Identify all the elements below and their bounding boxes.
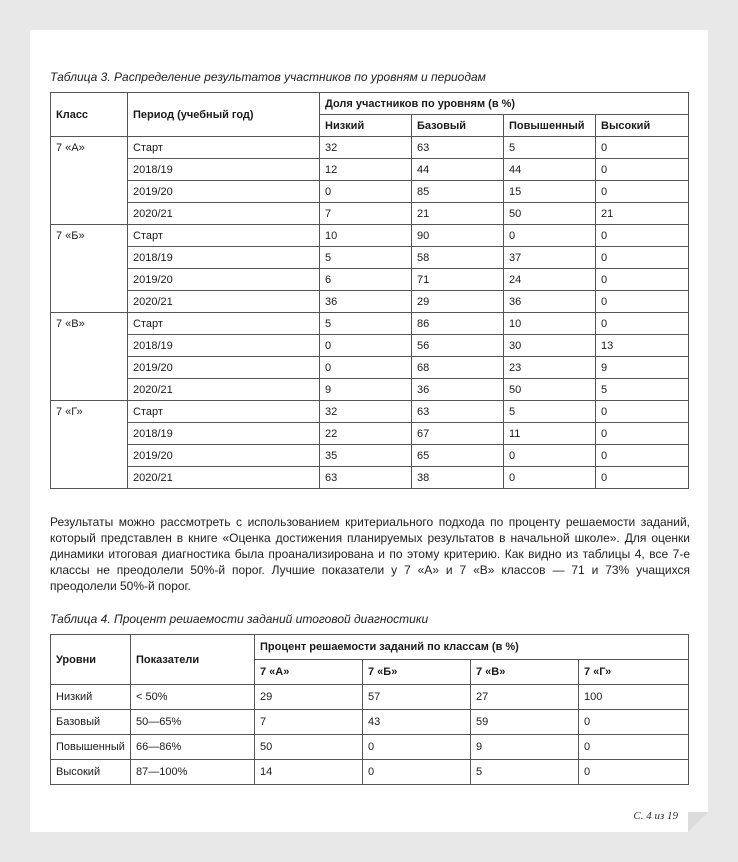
value-cell: 9 [471,735,579,760]
table3 [50,92,689,489]
table-row [51,291,689,313]
value-cell: 85 [412,181,504,203]
class-cell: 7 «Б» [51,225,128,313]
value-cell: 0 [596,181,689,203]
value-cell: 59 [471,710,579,735]
value-cell: 0 [363,735,471,760]
period-cell: 2019/20 [128,357,320,379]
table-row [51,137,689,159]
value-cell: 38 [412,467,504,489]
table4-body [51,685,689,785]
value-cell: 24 [504,269,596,291]
value-cell: 67 [412,423,504,445]
value-cell: 9 [320,379,412,401]
value-cell: 13 [596,335,689,357]
value-cell: 0 [596,269,689,291]
value-cell: 5 [504,401,596,423]
document-page [30,30,708,832]
table3-header-level: Базовый [412,115,504,137]
value-cell: 0 [504,445,596,467]
value-cell: 29 [255,685,363,710]
value-cell: 65 [412,445,504,467]
level-cell: Низкий [51,685,131,710]
period-cell: Старт [128,225,320,247]
table4-header-indicators: Показатели [131,635,255,685]
table-row [51,760,689,785]
value-cell: 63 [412,137,504,159]
table3-body [51,137,689,489]
value-cell: 0 [596,247,689,269]
table-row [51,423,689,445]
value-cell: 0 [596,467,689,489]
table-row [51,445,689,467]
page-number: С. 4 из 19 [633,810,678,822]
value-cell: 14 [255,760,363,785]
level-cell: Повышенный [51,735,131,760]
value-cell: 10 [504,313,596,335]
indicator-cell: 66—86% [131,735,255,760]
period-cell: 2020/21 [128,291,320,313]
period-cell: Старт [128,137,320,159]
table3-header-level: Повышенный [504,115,596,137]
table3-header-level: Высокий [596,115,689,137]
value-cell: 11 [504,423,596,445]
period-cell: 2018/19 [128,159,320,181]
value-cell: 90 [412,225,504,247]
class-cell: 7 «В» [51,313,128,401]
table4-header-group: Процент решаемости заданий по классам (в %) [255,635,689,660]
value-cell: 63 [412,401,504,423]
period-cell: 2018/19 [128,247,320,269]
period-cell: 2018/19 [128,335,320,357]
value-cell: 5 [471,760,579,785]
indicator-cell: 50—65% [131,710,255,735]
value-cell: 23 [504,357,596,379]
page-corner-fold [688,812,708,832]
value-cell: 22 [320,423,412,445]
value-cell: 44 [412,159,504,181]
period-cell: 2018/19 [128,423,320,445]
value-cell: 0 [579,760,689,785]
table-row [51,313,689,335]
period-cell: Старт [128,401,320,423]
value-cell: 12 [320,159,412,181]
value-cell: 9 [596,357,689,379]
value-cell: 0 [579,710,689,735]
value-cell: 7 [255,710,363,735]
table-row [51,203,689,225]
period-cell: 2019/20 [128,269,320,291]
value-cell: 35 [320,445,412,467]
level-cell: Высокий [51,760,131,785]
value-cell: 36 [320,291,412,313]
value-cell: 5 [504,137,596,159]
value-cell: 57 [363,685,471,710]
value-cell: 21 [596,203,689,225]
table-row [51,735,689,760]
table-row [51,181,689,203]
table4-header-class: 7 «Г» [579,660,689,685]
value-cell: 43 [363,710,471,735]
value-cell: 0 [504,225,596,247]
table3-header-period: Период (учебный год) [128,93,320,137]
value-cell: 7 [320,203,412,225]
table-row [51,159,689,181]
level-cell: Базовый [51,710,131,735]
value-cell: 0 [320,181,412,203]
value-cell: 0 [320,335,412,357]
table3-caption: Таблица 3. Распределение результатов участников по уровням и периодам [50,70,486,84]
table-row [51,269,689,291]
indicator-cell: 87—100% [131,760,255,785]
value-cell: 0 [504,467,596,489]
value-cell: 0 [596,291,689,313]
table4-caption: Таблица 4. Процент решаемости заданий итоговой диагностики [50,612,429,626]
value-cell: 15 [504,181,596,203]
value-cell: 0 [596,137,689,159]
value-cell: 27 [471,685,579,710]
table-row [51,247,689,269]
value-cell: 32 [320,137,412,159]
period-cell: Старт [128,313,320,335]
value-cell: 58 [412,247,504,269]
table-row [51,401,689,423]
value-cell: 44 [504,159,596,181]
table4-header-class: 7 «Б» [363,660,471,685]
value-cell: 0 [579,735,689,760]
body-paragraph: Результаты можно рассмотреть с использованием критериального подхода по проценту решаемости заданий, который представлен в книге «Оценка достижения планируемых результатов в начальной школе». Для оценки динамики итоговая диагностика была проанализирована и по этому критерию. Как видно из таблицы 4, все 7-е классы не преодолели 50%-й порог. Лучшие показатели у 7 «А» и 7 «В» классов — 71 и 73% учащихся преодолели 50%-й порог. [50,515,690,593]
value-cell: 37 [504,247,596,269]
table3-header-class: Класс [51,93,128,137]
value-cell: 100 [579,685,689,710]
value-cell: 68 [412,357,504,379]
value-cell: 29 [412,291,504,313]
indicator-cell: < 50% [131,685,255,710]
table-row [51,379,689,401]
table-row [51,710,689,735]
value-cell: 0 [363,760,471,785]
table3-header-group: Доля участников по уровням (в %) [320,93,689,115]
value-cell: 0 [596,445,689,467]
table4-header-levels: Уровни [51,635,131,685]
period-cell: 2020/21 [128,379,320,401]
value-cell: 86 [412,313,504,335]
value-cell: 5 [320,313,412,335]
table-row [51,685,689,710]
value-cell: 5 [596,379,689,401]
value-cell: 50 [255,735,363,760]
value-cell: 0 [596,423,689,445]
value-cell: 0 [320,357,412,379]
table3-header-level: Низкий [320,115,412,137]
table4-header-class: 7 «В» [471,660,579,685]
value-cell: 36 [504,291,596,313]
period-cell: 2020/21 [128,203,320,225]
table-row [51,357,689,379]
value-cell: 30 [504,335,596,357]
value-cell: 0 [596,313,689,335]
value-cell: 71 [412,269,504,291]
value-cell: 10 [320,225,412,247]
value-cell: 5 [320,247,412,269]
value-cell: 50 [504,379,596,401]
period-cell: 2019/20 [128,181,320,203]
value-cell: 32 [320,401,412,423]
value-cell: 6 [320,269,412,291]
value-cell: 56 [412,335,504,357]
value-cell: 63 [320,467,412,489]
value-cell: 0 [596,401,689,423]
value-cell: 50 [504,203,596,225]
table-row [51,467,689,489]
table4-header-class: 7 «А» [255,660,363,685]
value-cell: 36 [412,379,504,401]
class-cell: 7 «А» [51,137,128,225]
table-row [51,335,689,357]
period-cell: 2019/20 [128,445,320,467]
value-cell: 0 [596,159,689,181]
period-cell: 2020/21 [128,467,320,489]
value-cell: 0 [596,225,689,247]
table-row [51,225,689,247]
table4 [50,634,689,785]
value-cell: 21 [412,203,504,225]
class-cell: 7 «Г» [51,401,128,489]
